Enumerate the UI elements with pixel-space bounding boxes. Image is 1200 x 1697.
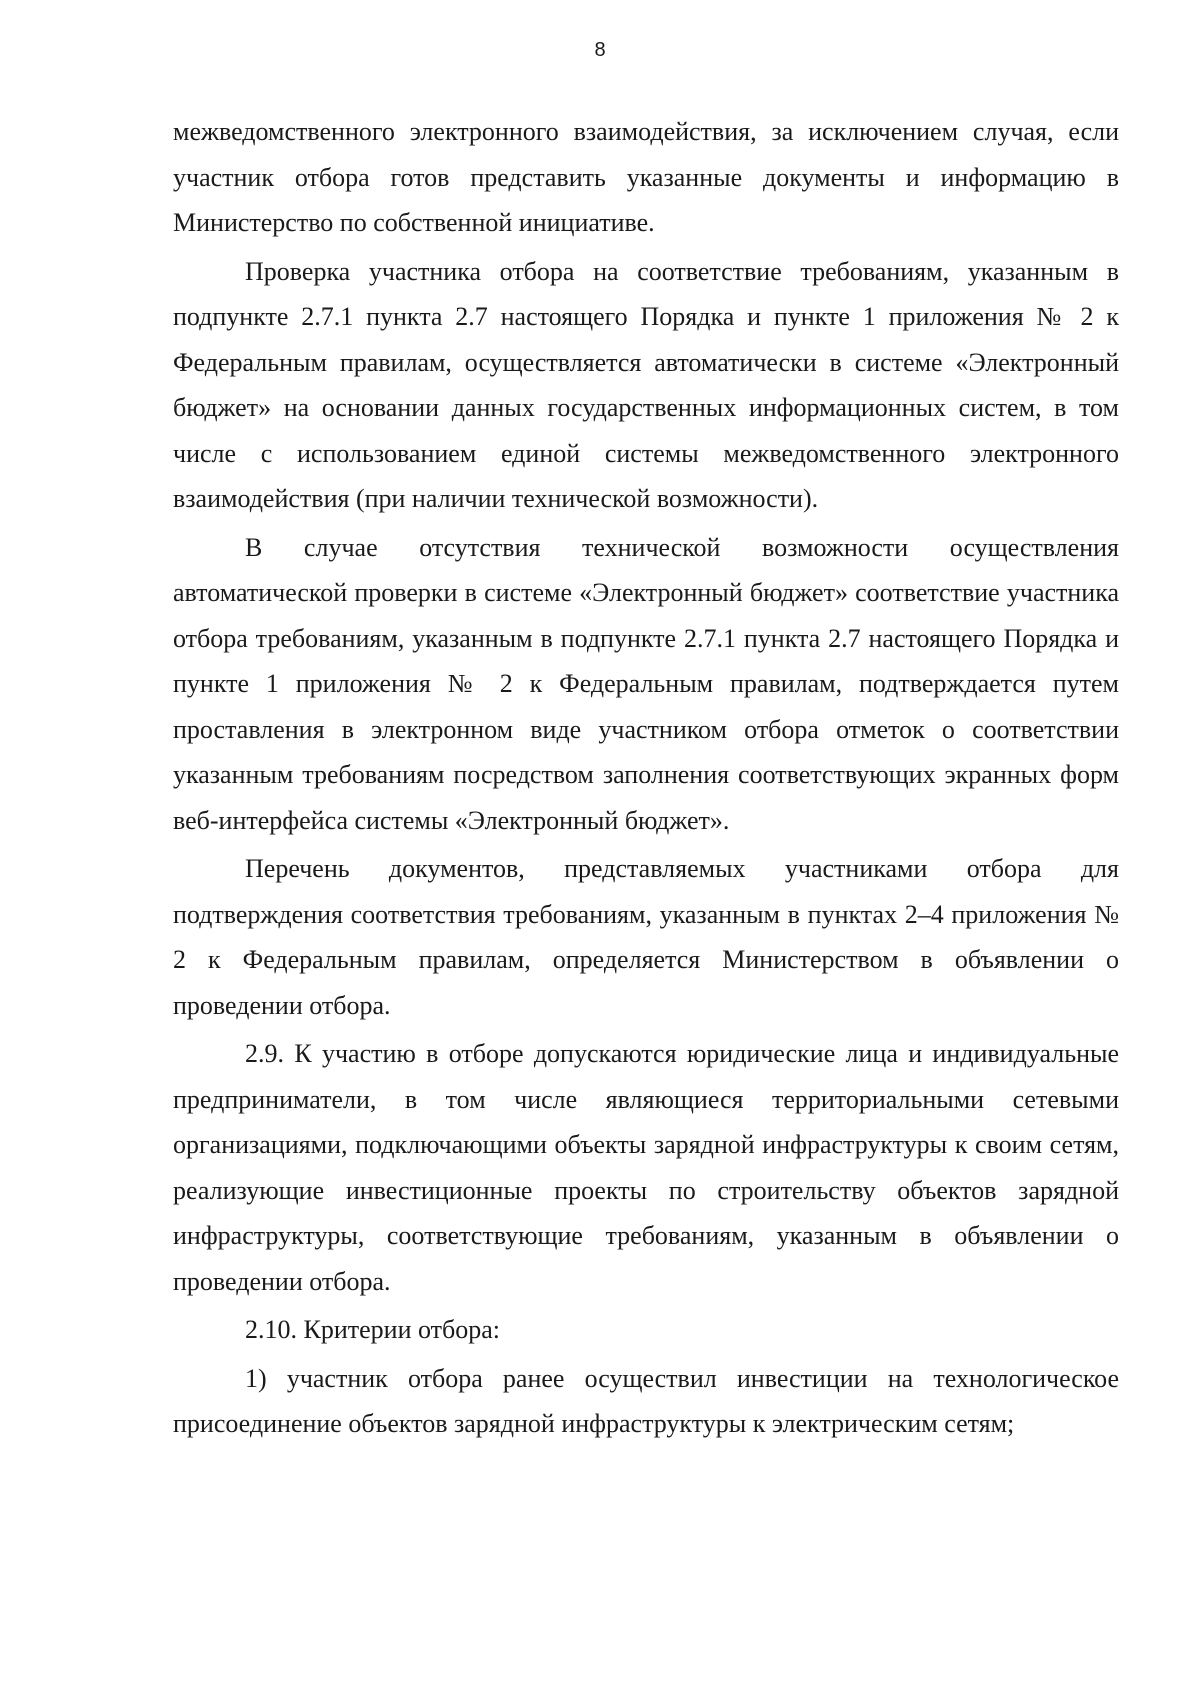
paragraph-manual-confirmation: В случае отсутствия технической возможности осуществления автоматической проверки в системе «Электронный бюджет» соответствие участника отбора требованиям, указанным в подпункте 2.7.1 пункта 2.7 настоящего Порядка и пункте 1 приложения № 2 к Федеральным правилам, подтверждается путем проставления в электронном виде участником отбора отметок о соответствии указанным требованиям посредством заполнения соответствующих экранных форм веб-интерфейса системы «Электронный бюджет». [173, 532, 1119, 835]
document-body [173, 109, 1119, 1450]
paragraph-criterion-1: 1) участник отбора ранее осуществил инвестиции на технологическое присоединение объектов зарядной инфраструктуры к электрическим сетям; [173, 1363, 1119, 1438]
paragraph-clause-2-9: 2.9. К участию в отборе допускаются юридические лица и индивидуальные предприниматели, в том числе являющиеся территориальными сетевыми организациями, подключающими объекты зарядной инфраструктуры к своим сетям, реализующие инвестиционные проекты по строительству объектов зарядной инфраструктуры, соответствующие требованиям, указанным в объявлении о проведении отбора. [173, 1039, 1119, 1296]
paragraph-automatic-check: Проверка участника отбора на соответствие требованиям, указанным в подпункте 2.7.1 пункта 2.7 настоящего Порядка и пункте 1 приложения № 2 к Федеральным правилам, осуществляется автоматически в системе «Электронный бюджет» на основании данных государственных информационных систем, в том числе с использованием единой системы межведомственного электронного взаимодействия (при наличии технической возможности). [173, 256, 1119, 513]
paragraph-documents-list: Перечень документов, представляемых участниками отбора для подтверждения соответствия требованиям, указанным в пунктах 2–4 приложения № 2 к Федеральным правилам, определяется Министерством в объявлении о проведении отбора. [173, 854, 1119, 1020]
paragraph-continuation: межведомственного электронного взаимодействия, за исключением случая, если участник отбора готов представить указанные документы и информацию в Министерство по собственной инициативе. [173, 117, 1119, 237]
paragraph-clause-2-10-heading: 2.10. Критерии отбора: [245, 1315, 500, 1344]
page-number: 8 [594, 39, 606, 61]
